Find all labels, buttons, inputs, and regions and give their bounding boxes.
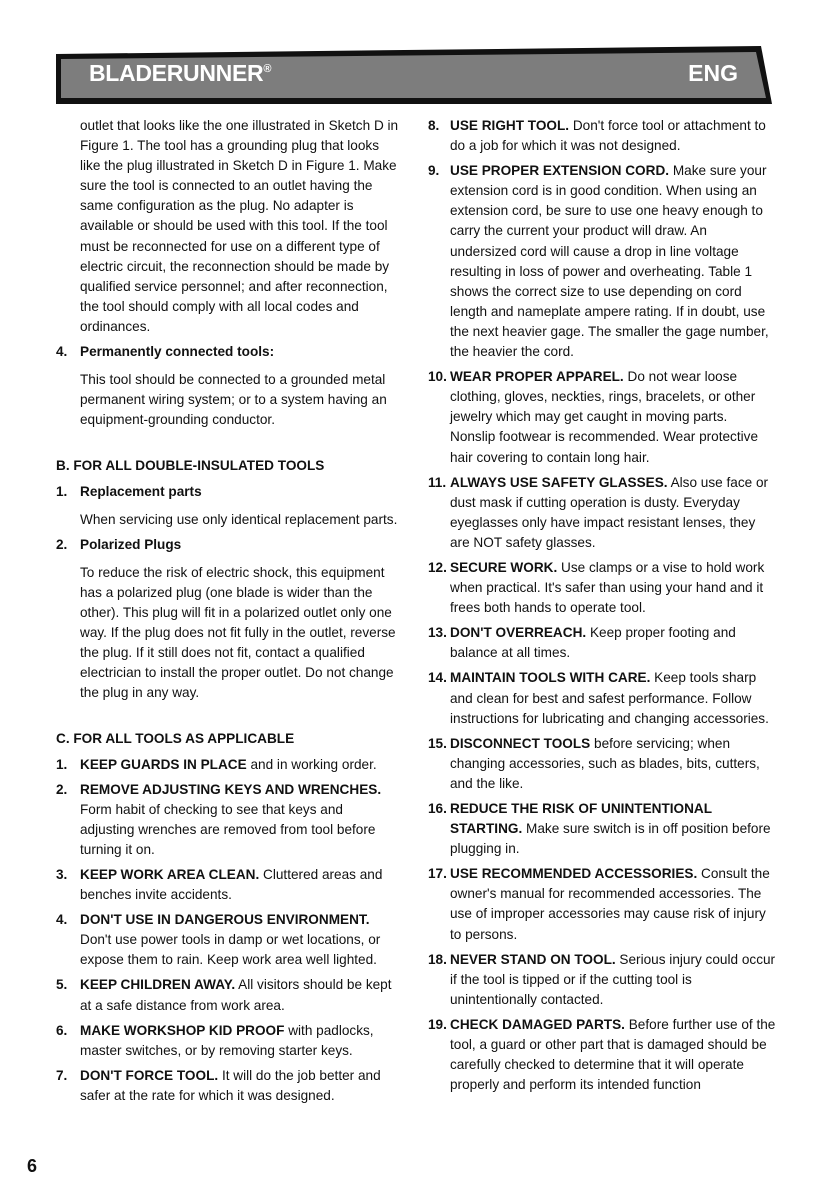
list-item: 1. KEEP GUARDS IN PLACE and in working order. — [56, 756, 377, 772]
list-item: 5. KEEP CHILDREN AWAY. All visitors should be kept at a safe distance from work area. — [56, 977, 392, 1013]
list-item: 12. SECURE WORK. Use clamps or a vise to hold work when practical. It's safer than using your hand and it frees both hands to operate tool. — [428, 559, 765, 616]
list-item: 7. DON'T FORCE TOOL. It will do the job better and safer at the rate for which it was designed. — [56, 1067, 381, 1103]
list-item: 18. NEVER STAND ON TOOL. Serious injury could occur if the tool is tipped or if the cutting tool is unintentionally contacted. — [428, 951, 776, 1007]
section-heading-c: C. FOR ALL TOOLS AS APPLICABLE — [56, 731, 295, 747]
list-item-polarized-plugs: 2. Polarized Plugs — [56, 536, 182, 552]
list-item: 3. KEEP WORK AREA CLEAN. Cluttered areas and benches invite accidents. — [56, 867, 383, 903]
item-title: Permanently connected tools: — [80, 344, 275, 360]
list-item: 14. MAINTAIN TOOLS WITH CARE. Keep tools sharp and clean for best and safest performance. Follow instructions for lubricating and changing accessories. — [428, 670, 769, 726]
list-item: 10. WEAR PROPER APPAREL. Do not wear loose clothing, gloves, neckties, rings, bracelets, or other jewelry which may get caught in moving parts. Nonslip footwear is recommended. Wear protective hair covering to contain long hair. — [428, 369, 759, 465]
item-title: Replacement parts — [80, 483, 202, 499]
list-item: 16. REDUCE THE RISK OF UNINTENTIONAL STARTING. Make sure switch is in off position before plugging in. — [428, 801, 771, 857]
right-column — [428, 116, 776, 1095]
list-item: 2. REMOVE ADJUSTING KEYS AND WRENCHES. Form habit of checking to see that keys and adjusting wrenches are removed from tool before turning it on. — [56, 781, 382, 857]
list-item-permanently-connected: 4. Permanently connected tools: — [56, 344, 275, 360]
list-item: 4. DON'T USE IN DANGEROUS ENVIRONMENT. Don't use power tools in damp or wet locations, or expose them to rain. Keep work area well lighted. — [56, 912, 381, 968]
page-number: 6 — [27, 1156, 38, 1176]
list-item: 8. USE RIGHT TOOL. Don't force tool or attachment to do a job for which it was not designed. — [428, 118, 766, 154]
list-item: 19. CHECK DAMAGED PARTS. Before further use of the tool, a guard or other part that is damaged should be carefully checked to determine that it will operate properly and perform its intended function — [428, 1016, 776, 1093]
language-code: ENG — [688, 60, 738, 86]
item-body: When servicing use only identical replacement parts. — [80, 511, 398, 527]
list-item: 15. DISCONNECT TOOLS before servicing; when changing accessories, such as blades, bits, cutters, and the like. — [428, 735, 760, 791]
list-item: 13. DON'T OVERREACH. Keep proper footing and balance at all times. — [428, 625, 736, 661]
list-item: 9. USE PROPER EXTENSION CORD. Make sure your extension cord is in good condition. When using an extension cord, be sure to use one heavy enough to carry the current your product will draw. An undersized cord will cause a drop in line voltage resulting in loss of power and overheating. Table 1 shows the correct size to use depending on cord length and nameplate ampere rating. If in doubt, use the next heavier gage. The smaller the gage number, the heavier the cord. — [428, 163, 769, 360]
list-item: 11. ALWAYS USE SAFETY GLASSES. Also use face or dust mask if cutting operation is dusty. Everyday eyeglasses only have impact resistant lenses, they are NOT safety glasses. — [428, 474, 769, 550]
section-c-list — [56, 755, 401, 1107]
list-item-replacement-parts: 1. Replacement parts — [56, 483, 202, 499]
item-title: Polarized Plugs — [80, 536, 182, 552]
intro-paragraph: outlet that looks like the one illustrated in Sketch D in Figure 1. The tool has a grounding plug that looks like the plug illustrated in Sketch D in Figure 1. Make sure the tool is connected to an outlet having the same configuration as the plug. No adapter is available or should be used with this tool. If the tool must be reconnected for use on a different type of electric circuit, the reconnection should be made by qualified service personnel; and after reconnection, the tool should comply with all local codes and ordinances. — [80, 118, 399, 334]
page-header — [56, 46, 772, 104]
item-body: This tool should be connected to a grounded metal permanent wiring system; or to a system having an equipment-grounding conductor. — [80, 372, 387, 428]
brand-name: BLADERUNNER® — [89, 60, 272, 86]
left-column — [56, 116, 401, 1106]
list-item: 6. MAKE WORKSHOP KID PROOF with padlocks, master switches, or by removing starter keys. — [56, 1022, 374, 1058]
list-item: 17. USE RECOMMENDED ACCESSORIES. Consult the owner's manual for recommended accessories. The use of improper accessories may cause risk of injury to persons. — [428, 866, 770, 942]
section-heading-b: B. FOR ALL DOUBLE-INSULATED TOOLS — [56, 458, 325, 474]
item-body: To reduce the risk of electric shock, this equipment has a polarized plug (one blade is wider than the other). This plug will fit in a polarized outlet only one way. If the plug does not fit fully in the outlet, reverse the plug. If it still does not fit, contact a qualified electrician to install the proper outlet. Do not change the plug in any way. — [80, 564, 396, 701]
